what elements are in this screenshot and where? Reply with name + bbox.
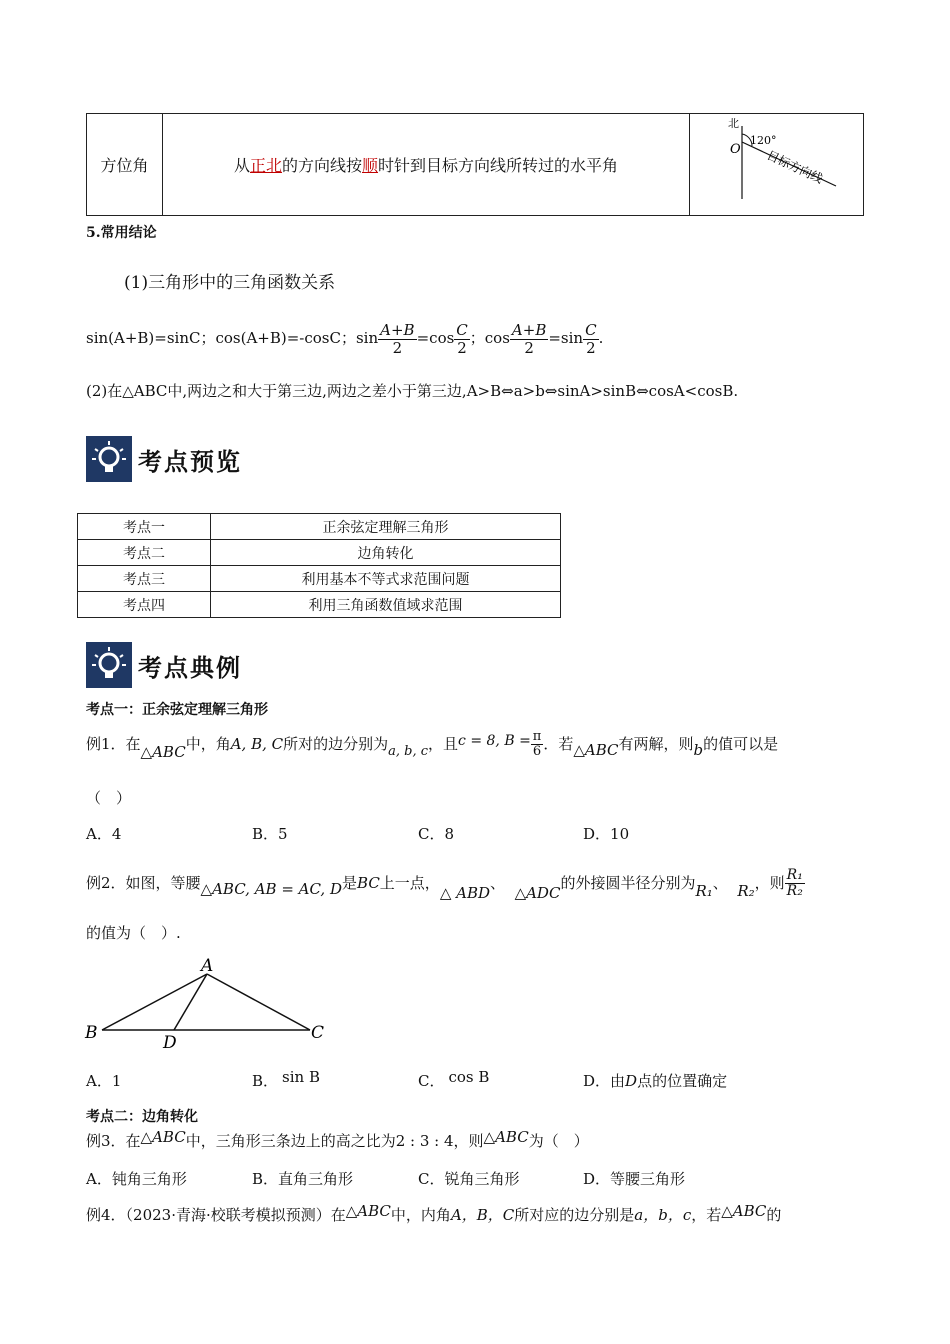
ex2-option-a: A．1 xyxy=(86,1072,122,1090)
ex2-adc: △ADC xyxy=(514,883,561,902)
ex4-tri: △ABC xyxy=(345,1202,391,1220)
azimuth-figure-cell xyxy=(690,114,864,216)
frac4-den: 2 xyxy=(586,338,596,357)
ex3-option-d: D．等腰三角形 xyxy=(583,1170,686,1188)
ex3-a: 例3．在 xyxy=(86,1132,141,1150)
preview-value: 利用三角函数值域求范围 xyxy=(211,592,561,618)
ex2-sep: 、 xyxy=(490,873,506,892)
preview-value: 正余弦定理解三角形 xyxy=(211,514,561,540)
ex1-sides: a, b, c xyxy=(388,743,429,759)
example1-text xyxy=(86,730,778,760)
ex1-f: 有两解，则 xyxy=(618,734,694,753)
ex1-b: 中，角 xyxy=(185,734,231,753)
section5-title: 5.常用结论 xyxy=(86,225,157,241)
vertex-c-label: C xyxy=(311,1023,325,1043)
origin-label: O xyxy=(730,142,741,157)
azimuth-def-mid: 的方向线按 xyxy=(281,156,362,175)
example4-text xyxy=(86,1204,781,1225)
ex1-option-c: C．8 xyxy=(418,825,455,843)
ex1-option-b: B．5 xyxy=(252,825,288,843)
ex4-b: 中，内角 xyxy=(390,1206,451,1224)
ex2-r2: R₂ xyxy=(737,881,755,900)
ex1-e: ．若 xyxy=(543,734,574,753)
ex2-frac-d: R₂ xyxy=(786,883,803,900)
azimuth-def-prefix: 从 xyxy=(233,156,250,175)
ex4-e: 的 xyxy=(766,1206,782,1224)
ex2-option-d-var: D xyxy=(625,1072,638,1090)
ex1-tri: △ABC xyxy=(140,742,186,761)
ex1-angles: A, B, C xyxy=(230,734,284,753)
ex2-option-b xyxy=(252,1070,320,1091)
preview-heading-text: 考点预览 xyxy=(138,446,242,476)
fraction-a-plus-b-2 xyxy=(510,322,548,356)
ex2-c: 上一点， xyxy=(379,873,440,892)
preview-value: 利用基本不等式求范围问题 xyxy=(211,566,561,592)
frac1-den: 2 xyxy=(392,338,403,357)
preview-key: 考点三 xyxy=(78,566,211,592)
ex2-option-b-label: B． xyxy=(252,1072,279,1090)
ex2-b: 是 xyxy=(342,873,358,892)
azimuth-term-cell xyxy=(87,114,163,216)
topic2-title: 考点二：边角转化 xyxy=(86,1109,198,1125)
azimuth-definition-cell xyxy=(163,114,690,216)
ex2-frac-n: R₁ xyxy=(786,867,803,883)
table-row xyxy=(78,540,561,566)
vertex-b-label: B xyxy=(85,1023,98,1043)
formula-part1: sin(A+B)=sinC；cos(A+B)=-cosC；sin xyxy=(86,329,379,347)
ex2-option-d xyxy=(583,1070,727,1091)
lightbulb-icon xyxy=(86,436,132,482)
ex1-six: 6 xyxy=(532,744,542,760)
ex1-option-a: A．4 xyxy=(86,825,122,843)
ex2-sep2: 、 xyxy=(712,873,728,892)
frac3-num: A+B xyxy=(511,321,547,339)
ex1-pi-over-6 xyxy=(531,730,544,760)
north-label: 北 xyxy=(728,117,739,130)
ex2-option-c-label: C． xyxy=(418,1072,445,1090)
ex1-c: 所对的边分别为 xyxy=(283,734,389,753)
example2-text xyxy=(86,868,805,900)
azimuth-table xyxy=(86,113,864,216)
preview-key: 考点一 xyxy=(78,514,211,540)
ex1-cond: c = 8, B = xyxy=(458,732,531,749)
ex2-r1: R₁ xyxy=(695,881,713,900)
example3-text xyxy=(86,1130,589,1151)
section5-sub1: (1)三角形中的三角函数关系 xyxy=(124,273,336,293)
ex2-option-d-tail: 点的位置确定 xyxy=(637,1072,728,1090)
ex2-line2: 的值为（ ）. xyxy=(86,924,181,942)
triangle-figure xyxy=(80,952,340,1054)
formula-end: . xyxy=(598,329,604,347)
target-line-label: 目标方向线 xyxy=(764,148,826,187)
table-row xyxy=(78,514,561,540)
section5-sub2: (2)在△ABC中,两边之和大于第三边,两边之差小于第三边,A>B⇔a>b⇔sinA>sinB⇔cosA<cosB. xyxy=(86,382,739,400)
preview-heading xyxy=(86,436,242,482)
ex2-option-c xyxy=(418,1070,489,1091)
ex1-paren: （ ） xyxy=(86,789,132,807)
ex1-d: ，且 xyxy=(428,734,459,753)
formula-eq2: =sin xyxy=(548,329,584,347)
frac1-num: A+B xyxy=(380,321,415,339)
fraction-a-plus-b-1 xyxy=(378,322,416,356)
ex2-d: 的外接圆半径分别为 xyxy=(560,873,696,892)
ex3-c: ，则 xyxy=(453,1132,484,1150)
ex3-ratio: 2 : 3 : 4 xyxy=(395,1132,454,1150)
ex3-option-b: B．直角三角形 xyxy=(252,1170,354,1188)
azimuth-def-highlight-north: 正北 xyxy=(249,156,282,175)
examples-heading xyxy=(86,642,242,688)
ex3-option-a: A．钝角三角形 xyxy=(86,1170,187,1188)
angle-label: 120° xyxy=(750,134,777,147)
ex4-c: 所对应的边分别是 xyxy=(514,1206,635,1224)
ex4-sides: a，b，c xyxy=(634,1206,692,1224)
table-row xyxy=(78,566,561,592)
topic1-title: 考点一：正余弦定理解三角形 xyxy=(86,702,268,718)
ex2-cond: △ABC, AB = AC, D xyxy=(200,879,342,898)
frac4-num: C xyxy=(585,321,597,339)
ex1-tri2: △ABC xyxy=(573,740,619,759)
ex4-tri2: △ABC xyxy=(721,1202,767,1220)
trig-formula-line xyxy=(86,322,603,356)
ex1-b-var: b xyxy=(693,740,704,759)
fraction-c-1 xyxy=(454,322,469,356)
ex3-b: 中，三角形三条边上的高之比为 xyxy=(185,1132,396,1150)
ex2-r-ratio xyxy=(785,868,805,900)
preview-key: 考点四 xyxy=(78,592,211,618)
ex1-option-d: D．10 xyxy=(583,825,630,843)
preview-key: 考点二 xyxy=(78,540,211,566)
side-ac xyxy=(207,974,310,1030)
ex1-pi: π xyxy=(532,729,542,744)
ex4-a: 例4．（2023·青海·校联考模拟预测）在 xyxy=(86,1206,346,1224)
ex1-g: 的值可以是 xyxy=(703,734,779,753)
ex2-option-c-value: cos B xyxy=(448,1068,490,1086)
ex3-tri: △ABC xyxy=(140,1128,186,1146)
ex1-a: 例1．在 xyxy=(86,734,141,753)
ex2-option-b-value: sin B xyxy=(282,1068,320,1086)
point-d-label: D xyxy=(163,1033,177,1053)
vertex-a-label: A xyxy=(201,956,214,976)
ex4-d: ，若 xyxy=(691,1206,722,1224)
azimuth-term: 方位角 xyxy=(100,156,149,175)
frac2-den: 2 xyxy=(457,338,467,357)
table-row xyxy=(78,592,561,618)
examples-heading-text: 考点典例 xyxy=(138,652,242,682)
preview-value: 边角转化 xyxy=(211,540,561,566)
fraction-c-2 xyxy=(583,322,598,356)
azimuth-figure xyxy=(690,114,863,215)
preview-table xyxy=(77,513,561,618)
formula-sep: ；cos xyxy=(469,329,510,347)
azimuth-def-suffix: 时针到目标方向线所转过的水平角 xyxy=(378,156,619,175)
formula-eq1: =cos xyxy=(416,329,455,347)
ex3-tri2: △ABC xyxy=(483,1128,529,1146)
lightbulb-icon xyxy=(86,642,132,688)
ex2-abd: △ ABD xyxy=(439,883,490,902)
frac3-den: 2 xyxy=(524,338,534,357)
ex2-bc: BC xyxy=(357,873,380,892)
ex2-e: ，则 xyxy=(754,873,785,892)
ex3-d: 为（ ） xyxy=(528,1132,589,1150)
azimuth-def-highlight-clockwise: 顺 xyxy=(362,156,379,175)
ex4-angles: A，B，C xyxy=(450,1206,515,1224)
ex3-option-c: C．锐角三角形 xyxy=(418,1170,520,1188)
ex2-option-d-label: D．由 xyxy=(583,1072,626,1090)
ex2-a: 例2．如图，等腰 xyxy=(86,873,201,892)
frac2-num: C xyxy=(456,321,468,339)
